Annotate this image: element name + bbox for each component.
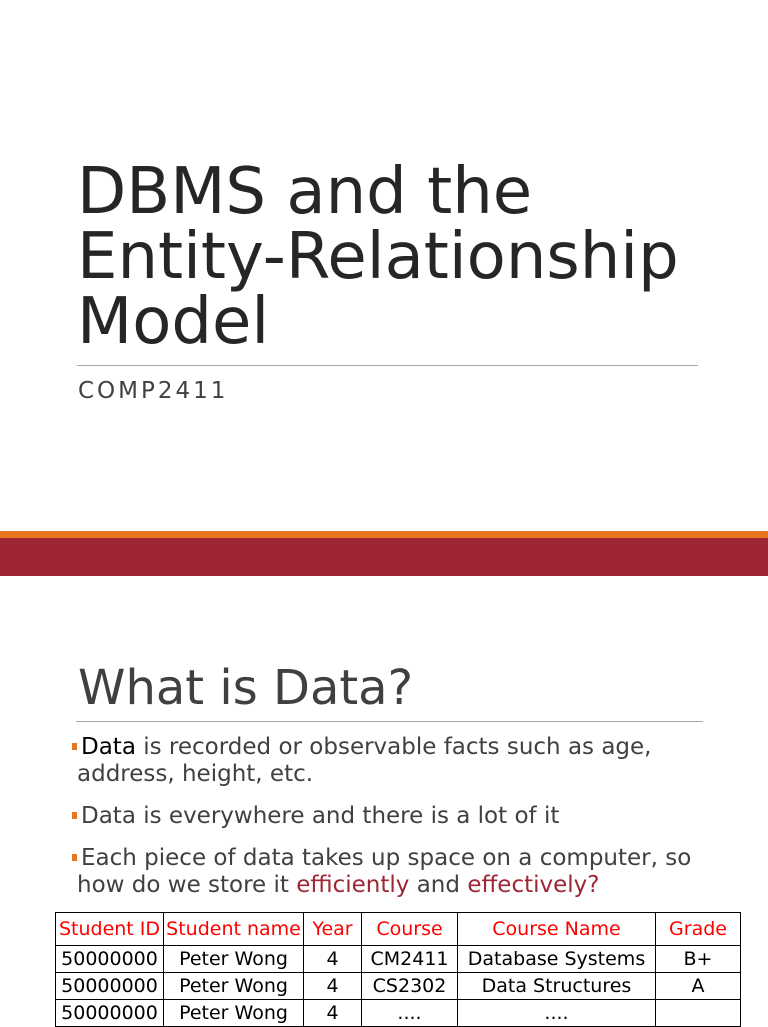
table-cell: Peter Wong [164,973,304,1000]
course-code-subtitle: COMP2411 [78,378,229,404]
square-bullet-icon [72,854,77,861]
column-header: Course [362,913,458,946]
bullet-text: Data is everywhere and there is a lot of it [81,803,560,829]
bullet-item [77,845,717,899]
column-header: Student ID [56,913,164,946]
column-header: Student name [164,913,304,946]
table-cell: Data Structures [458,973,656,1000]
bullet-item [77,734,717,788]
square-bullet-icon [72,812,77,819]
table-cell: Peter Wong [164,946,304,973]
bullet-text: and [409,872,468,898]
red-accent-band [0,538,768,576]
table-cell: 50000000 [56,946,164,973]
bullet-list [77,734,717,914]
column-header: Year [304,913,362,946]
orange-accent-stripe [0,531,768,538]
content-slide [0,576,768,1024]
table-cell: 4 [304,973,362,1000]
bullet-text: Each piece of data takes up space on a computer, so how do we store it [77,845,692,898]
table-cell: CS2302 [362,973,458,1000]
table-cell: 50000000 [56,1000,164,1027]
table-row [56,946,741,973]
table-row [56,1000,741,1027]
table-header-row [56,913,741,946]
table-row [56,973,741,1000]
table-cell: A [656,973,741,1000]
table-cell: .... [458,1000,656,1027]
bullet-item [77,803,717,830]
emphasis-efficiently: efficiently [296,872,410,898]
table-cell: B+ [656,946,741,973]
column-header: Course Name [458,913,656,946]
title-divider [77,365,698,366]
heading-divider [76,721,703,722]
table-cell: Database Systems [458,946,656,973]
bullet-term: Data [81,734,136,760]
table-cell: 4 [304,1000,362,1027]
square-bullet-icon [72,743,77,750]
table-cell: Peter Wong [164,1000,304,1027]
student-course-table [55,912,741,1027]
presentation-title: DBMS and the Entity-Relationship Model [77,155,679,359]
table-cell: 4 [304,946,362,973]
table-cell [656,1000,741,1027]
column-header: Grade [656,913,741,946]
table-cell: 50000000 [56,973,164,1000]
table-cell: CM2411 [362,946,458,973]
emphasis-effectively: effectively [467,872,588,898]
bullet-text: is recorded or observable facts such as age, address, height, etc. [77,734,652,787]
slide-heading: What is Data? [78,660,414,716]
table-cell: .... [362,1000,458,1027]
bullet-text: ? [587,872,600,898]
